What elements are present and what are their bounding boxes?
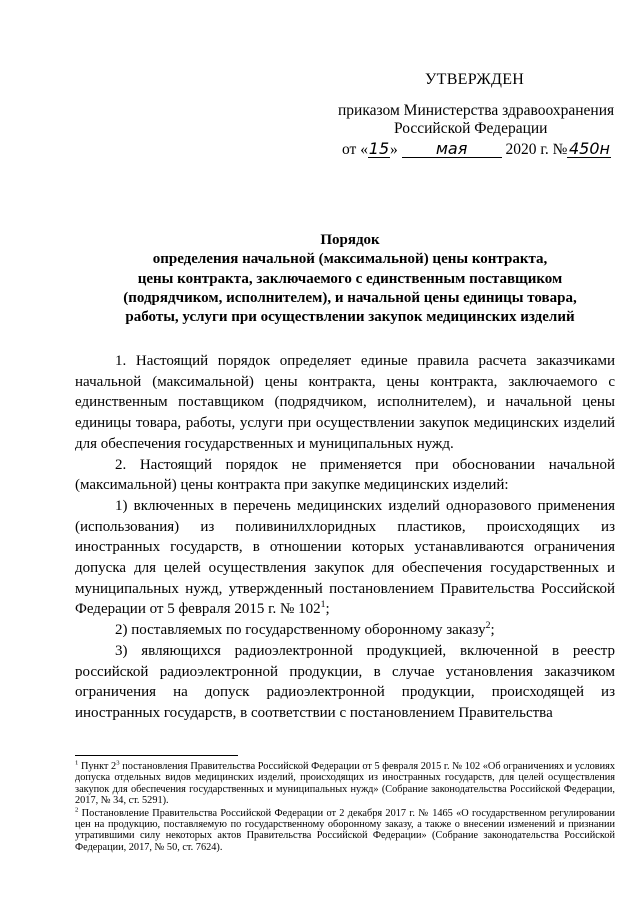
paragraph-3-text: 1) включенных в перечень медицинских изделий одноразового применения (использования) из поливинилхлоридных пластиков, происходящих из иностранных государств, в отношении которых устанавливаются ограничения допуска для целей осуществления закупок для обеспечения государственных и муниципальных нужд, утвержденный постановлением Правительства Российской Федерации от 5 февраля 2015 г. № 102 — [75, 497, 615, 618]
heading-line-2: определения начальной (максимальной) цены контракта, — [152, 251, 548, 268]
date-prefix: от « — [342, 141, 368, 158]
footnote-1 — [75, 761, 615, 807]
document-body — [75, 351, 615, 724]
paragraph-1: 1. Настоящий порядок определяет единые правила расчета заказчиками начальной (максимальной) цены контракта, цены контракта, заключаемого с единственным поставщиком (подрядчиком, исполнителем), и начальной цены единицы товара, работы, услуги при осуществлении закупок медицинских изделий для обеспечения государственных и муниципальных нужд. — [75, 353, 615, 452]
paragraph-3-end: ; — [325, 601, 330, 618]
approval-country: Российской Федерации — [394, 120, 548, 137]
heading-line-5: работы, услуги при осуществлении закупок медицинских изделий — [125, 309, 575, 326]
paragraph-5: 3) являющихся радиоэлектронной продукцией, включенной в реестр российской радиоэлектронной продукции, в случае установления заказчиком ограничения на допуск радиоэлектронной продукции, происходящей из иностранных государств, в соответствии с постановлением Правительства — [75, 642, 615, 721]
footnote-2 — [75, 808, 615, 854]
paragraph-2: 2. Настоящий порядок не применяется при обосновании начальной (максимальной) цены контракта при закупке медицинских изделий: — [75, 456, 615, 494]
footnote-1-mark: 1 — [75, 759, 79, 767]
date-month-handwritten: мая — [435, 139, 468, 158]
approval-title: УТВЕРЖДЕН — [425, 71, 525, 88]
heading-line-3: цены контракта, заключаемого с единственным поставщиком — [137, 270, 563, 287]
footnote-1-text-a: Пункт 2 — [80, 761, 117, 772]
footnote-2-mark: 2 — [75, 806, 79, 814]
footnotes — [75, 761, 615, 854]
date-day-handwritten: 15 — [368, 139, 390, 158]
approval-ministry: приказом Министерства здравоохранения — [338, 102, 615, 119]
approval-date-line — [342, 140, 611, 159]
footnote-1-text-b: постановления Правительства Российской Федерации от 5 февраля 2015 г. № 102 «Об ограничениях и условиях допуска отдельных видов медицинских изделий, происходящих из иностранных государств, для целей осуществления закупок для обеспечения государственных и муниципальных нужд» (Собрание законодательства Российской Федерации, 2017, № 34, ст. 5291). — [75, 761, 615, 807]
footnote-divider — [75, 755, 238, 756]
footnote-ref-1: 1 — [320, 599, 326, 611]
date-month-field — [402, 141, 502, 158]
heading-line-4: (подрядчиком, исполнителем), и начальной цены единицы товара, — [123, 289, 577, 306]
heading-line-1: Порядок — [320, 232, 380, 248]
date-mid: » — [389, 141, 398, 158]
date-day-field — [368, 141, 390, 158]
footnote-1-sup: 3 — [116, 759, 120, 767]
paragraph-3 — [75, 496, 615, 620]
paragraph-4-text: 2) поставляемых по государственному оборонному заказу — [115, 622, 486, 639]
footnote-ref-2: 2 — [485, 620, 491, 632]
footnote-2-text: Постановление Правительства Российской Федерации от 2 декабря 2017 г. № 1465 «О государственном регулировании цен на продукцию, поставляемую по государственному оборонному заказу, а также о внесении изменений и признании утратившими силу некоторых актов Правительства Российской Федерации» (Собрание законодательства Российской Федерации, 2017, № 50, ст. 7624). — [75, 807, 615, 853]
paragraph-4-end: ; — [490, 622, 495, 639]
date-year: 2020 г. № — [505, 141, 568, 158]
order-number-field — [567, 141, 611, 158]
paragraph-4 — [75, 620, 615, 641]
order-number-handwritten: 450н — [568, 139, 610, 158]
document-heading — [70, 231, 630, 327]
